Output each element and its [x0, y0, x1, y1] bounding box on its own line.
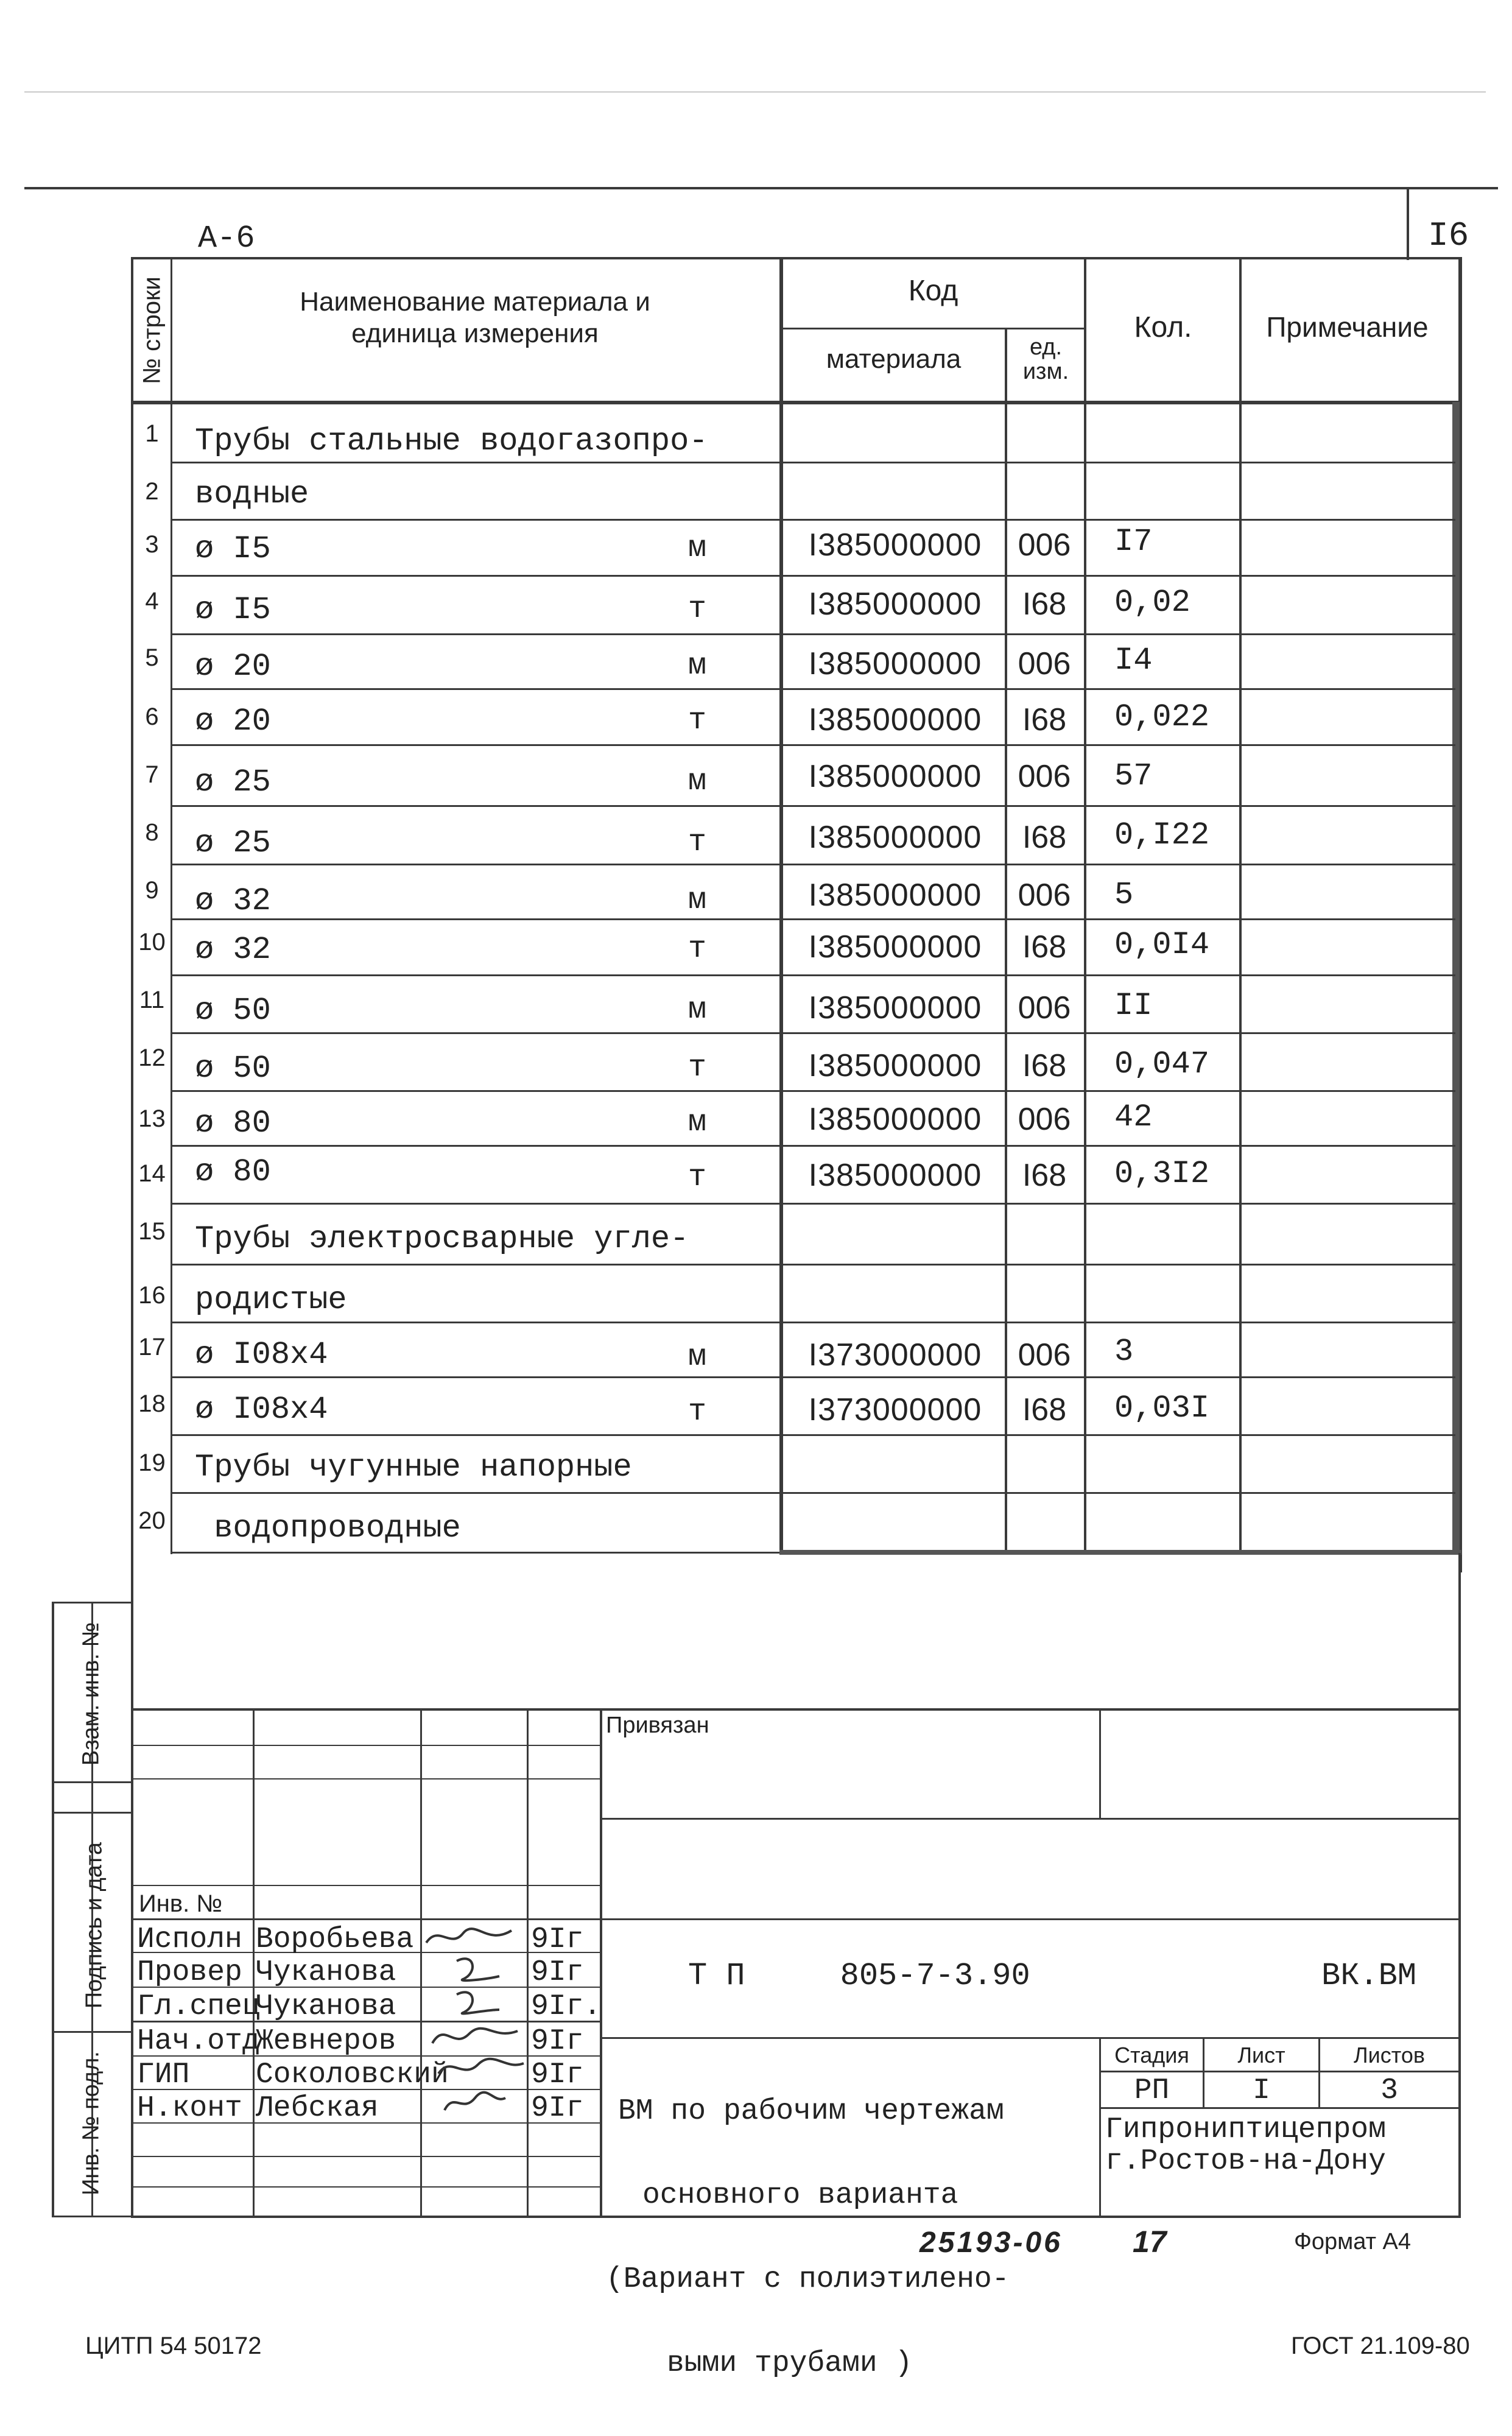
doc-title-line: ВМ по рабочим чертежам [618, 2095, 1004, 2128]
staff-name: Соколовский [256, 2058, 449, 2091]
row-number: 6 [145, 703, 159, 730]
staff-date: 9Iг. [531, 1990, 602, 2023]
row-number: 11 [139, 987, 165, 1013]
row-number: 2 [145, 478, 159, 505]
row-number: 4 [145, 588, 159, 614]
row-material-code: I385000000 [808, 1048, 982, 1083]
row-name: родистые [195, 1282, 347, 1318]
row-material-code: I385000000 [808, 990, 982, 1026]
row-number: 10 [138, 929, 166, 956]
top-frame-line [24, 187, 1498, 189]
row-material-code: I385000000 [808, 527, 982, 563]
row-unit: м [687, 1105, 706, 1140]
privyazan-label: Привязан [606, 1713, 709, 1738]
row-unit: м [687, 649, 706, 683]
staff-date: 9Iг [531, 2092, 584, 2125]
row-unit: т [687, 592, 706, 627]
doc-number: Т П 805-7-3.90 [688, 1958, 1030, 1994]
signatures-drawing [420, 1918, 530, 2125]
row-material-code: I385000000 [808, 759, 982, 794]
row-unit-code: I68 [1022, 586, 1067, 622]
format-label: Формат А4 [1294, 2229, 1412, 2255]
row-unit-code: 006 [1018, 1337, 1071, 1373]
row-number: 9 [145, 877, 159, 904]
row-qty: 0,047 [1114, 1046, 1210, 1082]
row-unit-code: I68 [1022, 1392, 1067, 1427]
page-number: I6 [1428, 216, 1469, 255]
row-unit-code: I68 [1022, 1158, 1067, 1193]
row-number: 20 [138, 1507, 166, 1534]
archive-number: 25193-06 [920, 2227, 1063, 2259]
row-name: водные [195, 476, 309, 512]
doc-title-line: выми трубами ) [667, 2347, 913, 2380]
row-qty: 3 [1114, 1334, 1134, 1370]
doc-title-line: (Вариант с полиэтилено- [606, 2263, 1010, 2296]
row-qty: 57 [1114, 758, 1153, 794]
col-qty-header: Кол. [1134, 311, 1192, 343]
inv-podl-label: Инв. № подл. [78, 2051, 104, 2195]
row-unit: т [687, 703, 706, 738]
org-name: Гипрониптицепром [1105, 2113, 1386, 2146]
gost-label: ГОСТ 21.109-80 [1291, 2332, 1470, 2359]
row-name: ø 50 [195, 1051, 271, 1086]
staff-role: Гл.спец [137, 1990, 260, 2023]
staff-role: Н.конт [137, 2092, 242, 2125]
row-number: 15 [138, 1218, 166, 1245]
stage-label: Стадия [1114, 2043, 1189, 2068]
row-name: ø 25 [195, 764, 271, 800]
row-name: ø 25 [195, 825, 271, 861]
row-qty: 5 [1114, 877, 1134, 913]
row-unit: м [687, 993, 706, 1027]
row-number: 8 [145, 819, 159, 846]
staff-role: ГИП [137, 2058, 190, 2091]
col-name-header: Наименование материала и единица измерения [300, 287, 650, 348]
staff-date: 9Iг [531, 1956, 584, 1989]
staff-name: Чуканова [256, 1956, 396, 1989]
row-name: ø I08x4 [195, 1337, 328, 1373]
row-name: ø 32 [195, 883, 271, 919]
sheets-label: Листов [1354, 2043, 1425, 2068]
row-name: ø 80 [195, 1154, 271, 1190]
sheet-label: Лист [1237, 2043, 1285, 2068]
row-material-code: I385000000 [808, 929, 982, 965]
staff-name: Лебская [256, 2092, 379, 2125]
row-name: Трубы электросварные угле- [195, 1221, 689, 1257]
row-material-code: I373000000 [808, 1337, 982, 1373]
row-unit-code: I68 [1022, 702, 1067, 737]
row-material-code: I385000000 [808, 820, 982, 855]
row-number: 16 [138, 1282, 166, 1309]
row-name: ø 32 [195, 932, 271, 968]
row-material-code: I385000000 [808, 586, 982, 622]
org-city: г.Ростов-на-Дону [1105, 2145, 1386, 2178]
row-material-code: I385000000 [808, 1158, 982, 1193]
row-unit-code: 006 [1018, 759, 1071, 794]
row-number: 1 [145, 420, 159, 447]
sheets-value: 3 [1380, 2074, 1398, 2107]
row-material-code: I373000000 [808, 1392, 982, 1427]
row-qty: 0,03I [1114, 1390, 1210, 1426]
staff-date: 9Iг [531, 2025, 584, 2058]
row-qty: II [1114, 988, 1153, 1024]
staff-date: 9Iг [531, 1923, 584, 1956]
row-unit-code: 006 [1018, 990, 1071, 1026]
row-qty: I4 [1114, 642, 1153, 678]
page-seq: 17 [1133, 2225, 1167, 2259]
row-name: ø I08x4 [195, 1392, 328, 1427]
staff-date: 9Iг [531, 2058, 584, 2091]
row-material-code: I385000000 [808, 646, 982, 681]
staff-name: Воробьева [256, 1923, 414, 1956]
row-unit-code: 006 [1018, 646, 1071, 681]
doc-mark: ВК.ВМ [1321, 1958, 1417, 1994]
col-row-no-header: № строки [138, 276, 166, 384]
row-material-code: I385000000 [808, 878, 982, 913]
row-number: 14 [138, 1160, 166, 1187]
col-unit-code-header: ед. изм. [1022, 334, 1069, 384]
inv-no-label: Инв. № [139, 1890, 223, 1917]
doc-title-line: основного варианта [642, 2179, 958, 2212]
row-unit-code: I68 [1022, 929, 1067, 965]
row-number: 5 [145, 644, 159, 671]
row-qty: 0,0I4 [1114, 927, 1210, 963]
row-number: 17 [138, 1334, 166, 1361]
row-qty: I7 [1114, 524, 1153, 560]
podpis-label: Подпись и дата [81, 1842, 107, 2009]
row-qty: 0,3I2 [1114, 1156, 1210, 1192]
row-number: 18 [138, 1390, 166, 1417]
row-unit: м [687, 764, 706, 799]
row-unit: т [687, 1051, 706, 1085]
row-unit-code: I68 [1022, 1048, 1067, 1083]
row-material-code: I385000000 [808, 702, 982, 737]
row-name: ø 20 [195, 703, 271, 739]
col-material-header: материала [826, 344, 962, 374]
row-number: 19 [138, 1449, 166, 1476]
left-code: ЦИТП 54 50172 [85, 2332, 262, 2359]
staff-name: Чуканова [256, 1990, 396, 2023]
staff-role: Нач.отд [137, 2025, 260, 2058]
row-name: Трубы стальные водогазопро- [195, 423, 708, 459]
row-unit: т [687, 825, 706, 860]
row-qty: 0,022 [1114, 699, 1210, 735]
row-name: ø 20 [195, 649, 271, 685]
row-unit: м [687, 1340, 706, 1375]
staff-name: Жевнеров [256, 2025, 396, 2058]
row-unit: м [687, 883, 706, 918]
stage-value: РП [1134, 2074, 1170, 2107]
sheet-value: I [1253, 2074, 1270, 2107]
col-note-header: Примечание [1266, 311, 1429, 343]
row-name: водопроводные [195, 1510, 461, 1546]
row-qty: 0,02 [1114, 585, 1190, 621]
row-unit: м [687, 531, 706, 566]
row-qty: 42 [1114, 1099, 1153, 1135]
row-name: ø 80 [195, 1105, 271, 1141]
row-name: ø 50 [195, 993, 271, 1029]
row-unit-code: 006 [1018, 527, 1071, 563]
row-number: 3 [145, 531, 159, 558]
staff-role: Провер [137, 1956, 242, 1989]
row-material-code: I385000000 [808, 1102, 982, 1137]
row-name: ø I5 [195, 531, 271, 567]
row-qty: 0,I22 [1114, 817, 1210, 853]
sheet-code: А-6 [198, 220, 255, 256]
row-name: ø I5 [195, 592, 271, 628]
row-number: 13 [138, 1105, 166, 1132]
col-code-header: Код [908, 275, 958, 307]
row-number: 7 [145, 761, 159, 788]
vzam-label: Взам. инв. № [78, 1622, 104, 1766]
row-unit-code: 006 [1018, 878, 1071, 913]
row-unit: т [687, 932, 706, 966]
row-name: Трубы чугунные напорные [195, 1449, 632, 1485]
row-number: 12 [138, 1044, 166, 1071]
staff-role: Исполн [137, 1923, 242, 1956]
row-unit-code: I68 [1022, 820, 1067, 855]
row-unit: т [687, 1160, 706, 1195]
row-unit: т [687, 1395, 706, 1429]
row-unit-code: 006 [1018, 1102, 1071, 1137]
